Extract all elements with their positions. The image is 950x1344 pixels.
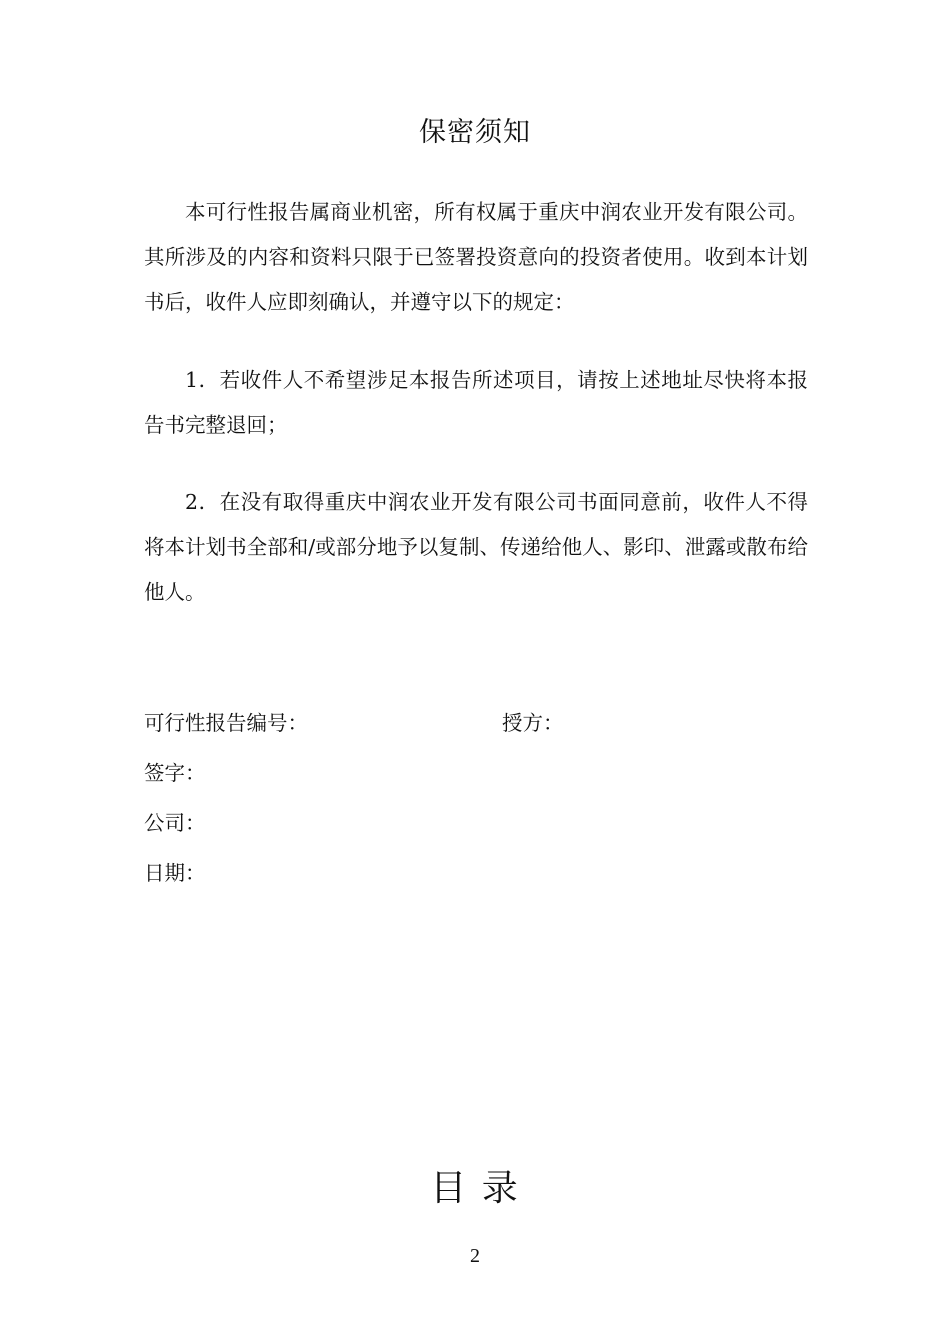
notice-title: 保密须知	[419, 117, 531, 148]
page-number: 2	[470, 1245, 480, 1267]
notice-rule-2: 2．在没有取得重庆中润农业开发有限公司书面同意前，收件人不得将本计划书全部和/或部分地予以复制、传递给他人、影印、泄露或散布给他人。	[144, 490, 808, 604]
company-label: 公司：	[144, 811, 206, 835]
notice-rule-1: 1．若收件人不希望涉足本报告所述项目，请按上述地址尽快将本报告书完整退回；	[144, 368, 808, 437]
report-number-label: 可行性报告编号：	[144, 711, 308, 735]
signature-label: 签字：	[144, 761, 206, 785]
table-of-contents-heading: 目 录	[430, 1168, 520, 1209]
notice-intro-paragraph: 本可行性报告属商业机密，所有权属于重庆中润农业开发有限公司。其所涉及的内容和资料只限于已签署投资意向的投资者使用。收到本计划书后，收件人应即刻确认，并遵守以下的规定：	[144, 200, 808, 314]
grantee-label: 授方：	[502, 711, 564, 735]
date-label: 日期：	[144, 861, 206, 885]
